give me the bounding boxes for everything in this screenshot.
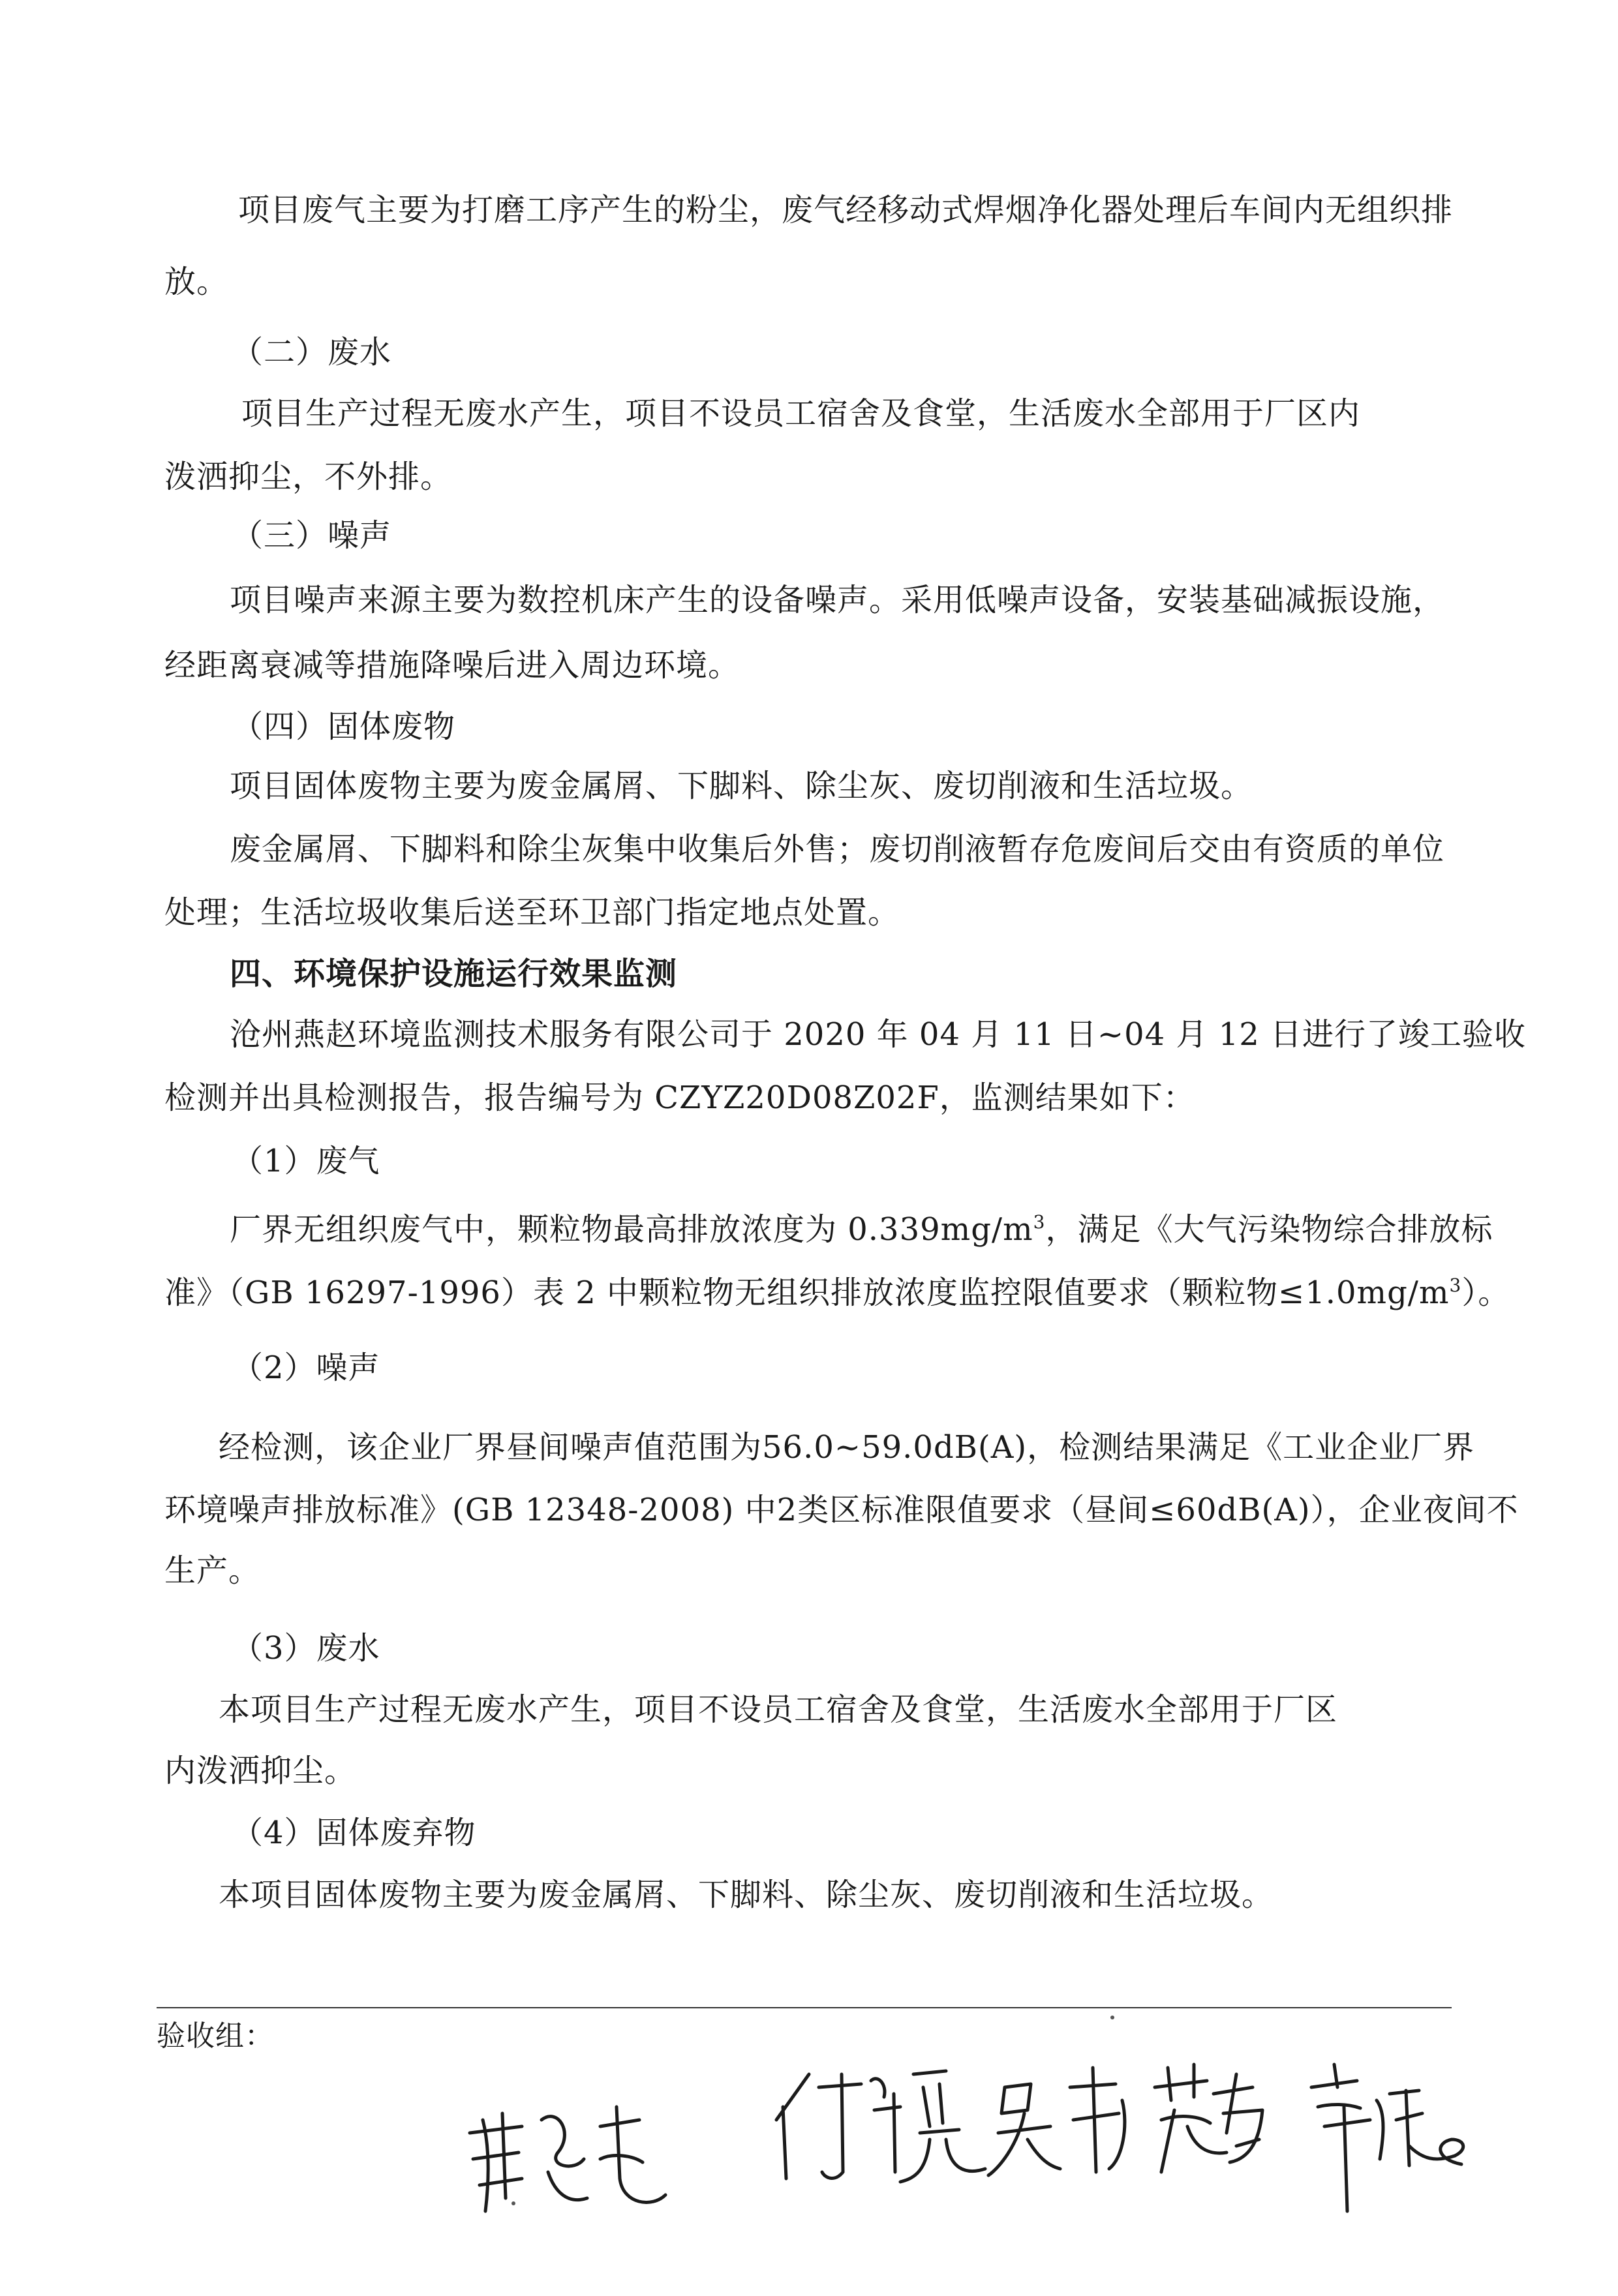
chapter-heading: 四、环境保护设施运行效果监测	[230, 956, 678, 992]
handwritten-signature	[470, 2107, 665, 2211]
paragraph-line: 本项目固体废物主要为废金属屑、下脚料、除尘灰、废切削液和生活垃圾。	[219, 1877, 1274, 1913]
paragraph-line: 项目废气主要为打磨工序产生的粉尘，废气经移动式焊烟净化器处理后车间内无组织排	[238, 192, 1454, 228]
handwritten-signature	[1155, 2064, 1262, 2172]
handwritten-signature	[776, 2071, 985, 2182]
handwritten-signature	[988, 2068, 1125, 2175]
paragraph-line: 泼洒抑尘，不外排。	[164, 459, 453, 495]
paragraph-line: 环境噪声排放标准》(GB 12348-2008) 中2类区标准限值要求（昼间≤60dB(A)），企业夜间不	[164, 1492, 1519, 1528]
handwritten-signature	[1311, 2064, 1463, 2211]
stray-mark	[1110, 2016, 1114, 2019]
section-heading: （1）废气	[232, 1143, 380, 1179]
section-heading: （三）噪声	[232, 517, 392, 554]
paragraph-line: 生产。	[164, 1552, 261, 1589]
section-heading: （4）固体废弃物	[232, 1815, 476, 1851]
footer-divider	[157, 2007, 1452, 2008]
paragraph-line: 经距离衰减等措施降噪后进入周边环境。	[164, 647, 740, 684]
paragraph-line: 沧州燕赵环境监测技术服务有限公司于 2020 年 04 月 11 日~04 月 12 日进行了竣工验收	[230, 1016, 1527, 1053]
paragraph-line: 项目生产过程无废水产生，项目不设员工宿舍及食堂，生活废水全部用于厂区内	[241, 395, 1361, 432]
section-heading: （3）废水	[232, 1630, 380, 1667]
section-heading: （四）固体废物	[232, 708, 456, 745]
signature-block	[444, 2048, 1579, 2244]
acceptance-group-label: 验收组：	[157, 2019, 274, 2053]
paragraph-line: 废金属屑、下脚料和除尘灰集中收集后外售；废切削液暂存危废间后交由有资质的单位	[230, 831, 1445, 868]
paragraph-line: 处理；生活垃圾收集后送至环卫部门指定地点处置。	[164, 894, 900, 931]
paragraph-line: 经检测，该企业厂界昼间噪声值范围为56.0~59.0dB(A)，检测结果满足《工业企业厂界	[219, 1429, 1475, 1466]
paragraph-line: 本项目生产过程无废水产生，项目不设员工宿舍及食堂，生活废水全部用于厂区	[219, 1691, 1338, 1728]
paragraph-line: 准》（GB 16297-1996）表 2 中颗粒物无组织排放浓度监控限值要求（颗粒物$\le 1.0mg/m^3$）。	[164, 1275, 1510, 1311]
paragraph-line: 放。	[164, 264, 229, 300]
paragraph-line: 项目固体废物主要为废金属屑、下脚料、除尘灰、废切削液和生活垃圾。	[230, 768, 1253, 804]
paragraph-line: 检测并出具检测报告，报告编号为 CZYZ20D08Z02F，监测结果如下：	[164, 1080, 1195, 1116]
paragraph-line: 项目噪声来源主要为数控机床产生的设备噪声。采用低噪声设备，安装基础减振设施，	[230, 582, 1445, 618]
section-heading: （2）噪声	[232, 1350, 380, 1386]
paragraph-line: 厂界无组织废气中，颗粒物最高排放浓度为 $0.339mg/m^3$，满足《大气污染物综合排放标	[230, 1211, 1493, 1248]
section-heading: （二）废水	[232, 334, 392, 370]
paragraph-line: 内泼洒抑尘。	[164, 1753, 357, 1789]
